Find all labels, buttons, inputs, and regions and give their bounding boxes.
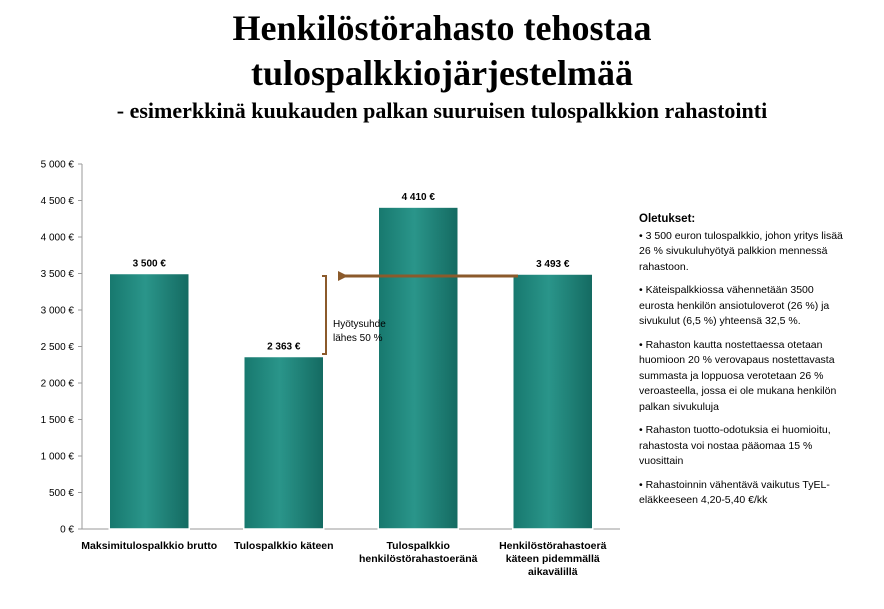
- y-tick-label: 2 000 €: [40, 378, 74, 390]
- category-label: henkilöstörahastoeränä: [359, 553, 478, 565]
- bar-value-label: 4 410 €: [401, 192, 435, 204]
- efficiency-annotation-line1: Hyötysuhde: [333, 319, 386, 330]
- y-tick-label: 1 000 €: [40, 451, 74, 463]
- category-label: käteen pidemmällä: [505, 553, 600, 565]
- assumptions-panel: [639, 212, 851, 517]
- title-line-1: Henkilöstörahasto tehostaa: [232, 8, 652, 48]
- category-label: Tulospalkkio: [386, 540, 450, 552]
- assumption-item: • Rahastoinnin vähentävä vaikutus TyEL-eläkkeeseen 4,20-5,40 €/kk: [639, 478, 830, 506]
- y-tick-label: 0 €: [60, 524, 74, 536]
- y-tick-label: 4 000 €: [40, 232, 74, 244]
- y-tick-label: 2 500 €: [40, 342, 74, 353]
- title-line-2: tulospalkkiojärjestelmää: [251, 53, 633, 93]
- assumption-item: • Käteispalkkiossa vähennetään 3500 eurosta henkilön ansiotuloverot (26 %) ja sivukulut (6,5 %) yhteensä 32,5 %.: [639, 284, 830, 327]
- bar: [513, 274, 593, 529]
- y-tick-label: 3 500 €: [40, 269, 74, 280]
- category-label: Henkilöstörahastoerä: [499, 540, 607, 552]
- efficiency-annotation: [333, 318, 403, 346]
- bar: [378, 207, 458, 529]
- y-tick-label: 4 500 €: [40, 196, 74, 207]
- assumption-item: • Rahaston kautta nostettaessa otetaan huomioon 20 % verovapaus nostettavasta summasta ja loppuosa verotetaan 26 % veroasteella, jossa ei ole mukana henkilön palkan sivukuluja: [639, 338, 837, 413]
- y-tick-label: 1 500 €: [40, 415, 74, 426]
- bar-value-label: 2 363 €: [267, 341, 301, 353]
- assumption-item: • Rahaston tuotto-odotuksia ei huomioitu, rahastosta voi nostaa pääomaa 15 % vuosittain: [639, 424, 831, 467]
- assumption-item: • 3 500 euron tulospalkkio, johon yritys lisää 26 % sivukuluhyötyä palkkion mennessä rahastoon.: [639, 229, 843, 273]
- subtitle: - esimerkkinä kuukauden palkan suuruisen tulospalkkion rahastointi: [116, 98, 768, 123]
- bar: [109, 274, 189, 530]
- efficiency-annotation-line2: lähes 50 %: [333, 333, 383, 344]
- bar-value-label: 3 493 €: [536, 259, 570, 271]
- y-tick-label: 3 000 €: [40, 305, 74, 317]
- category-label: Tulospalkkio käteen: [233, 540, 334, 552]
- bar-value-label: 3 500 €: [132, 258, 166, 270]
- y-tick-label: 500 €: [48, 488, 74, 499]
- category-label: Maksimitulospalkkio brutto: [81, 540, 218, 552]
- bar: [244, 357, 324, 529]
- category-label: aikavälillä: [527, 566, 578, 578]
- assumptions-header: Oletukset:: [639, 213, 696, 225]
- y-tick-label: 5 000 €: [40, 159, 74, 171]
- efficiency-bracket: [322, 276, 326, 354]
